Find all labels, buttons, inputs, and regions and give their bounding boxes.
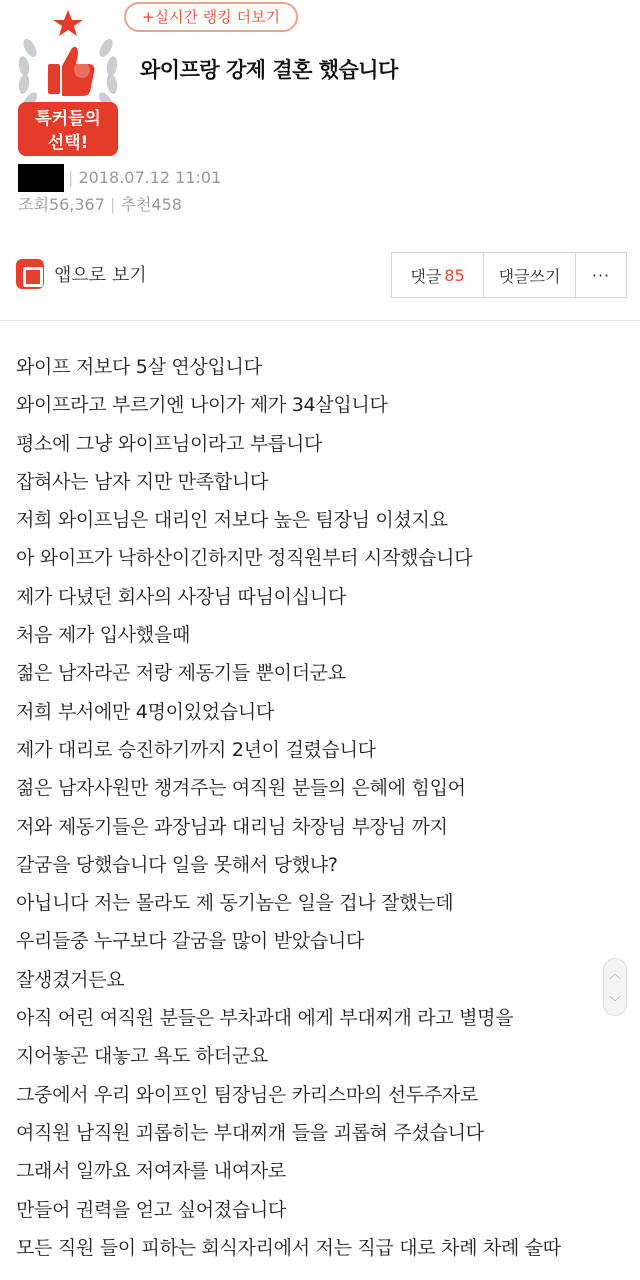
- post-body: [16, 348, 636, 1267]
- body-line: 모든 직원 들이 피하는 회식자리에서 저는 직급 대로 차례 차례 술따: [16, 1236, 561, 1259]
- post-date-meta: [68, 168, 221, 187]
- body-line: 지어놓곤 대놓고 욕도 하더군요: [16, 1045, 268, 1068]
- stats-separator: |: [110, 195, 116, 214]
- body-line: 와이프 저보다 5살 연상입니다: [16, 356, 262, 378]
- body-line: 젊은 남자사원만 챙겨주는 여직원 분들의 은혜에 힘입어: [16, 777, 466, 800]
- more-options-button[interactable]: ···: [591, 265, 611, 285]
- views-count: 56,367: [48, 195, 105, 214]
- body-line: 저희 부서에만 4명이있었습니다: [16, 700, 274, 723]
- body-line: 여직원 남직원 괴롭히는 부대찌개 들을 괴롭혀 주셨습니다: [16, 1121, 484, 1144]
- post-action-buttons: [391, 252, 627, 298]
- body-line: 아 와이프가 낙하산이긴하지만 정직원부터 시작했습니다: [16, 547, 473, 570]
- body-line: 그래서 일까요 저여자를 내여자로: [16, 1160, 286, 1183]
- thumbs-up-icon: [48, 47, 95, 96]
- realtime-ranking-button[interactable]: +실시간 랭킹 더보기: [124, 2, 298, 32]
- author-name-redacted: [18, 164, 64, 192]
- open-in-app-label: 앱으로 보기: [54, 265, 147, 286]
- recommend-count: 458: [151, 195, 182, 214]
- body-line: 갈굼을 당했습니다 일을 못해서 당했냐?: [16, 853, 338, 876]
- chevron-up-icon[interactable]: ︿: [608, 966, 621, 981]
- body-line: 우리들중 누구보다 갈굼을 많이 받았습니다: [16, 930, 364, 953]
- content-divider: [0, 320, 640, 321]
- body-line: 평소에 그냥 와이프님이라고 부릅니다: [16, 432, 323, 455]
- body-line: 저와 제동기들은 과장님과 대리님 차장님 부장님 까지: [16, 815, 448, 838]
- comments-label: 댓글: [410, 266, 442, 286]
- body-line: 아닙니다 저는 몰라도 제 동기놈은 일을 겁나 잘했는데: [16, 892, 454, 915]
- open-in-app-link[interactable]: [16, 258, 147, 290]
- meta-separator: |: [68, 168, 74, 187]
- body-line: 아직 어린 여직원 분들은 부차과대 에게 부대찌개 라고 별명을: [16, 1007, 514, 1030]
- post-header: [0, 0, 640, 320]
- body-line: 처음 제가 입사했을때: [16, 624, 190, 647]
- star-icon: [53, 10, 83, 36]
- body-line: 제가 다녔던 회사의 사장님 따님이십니다: [16, 585, 346, 608]
- comments-count: 85: [444, 265, 465, 285]
- body-line: 제가 대리로 승진하기까지 2년이 걸렸습니다: [16, 738, 376, 761]
- views-label: 조회: [18, 195, 49, 214]
- comments-button[interactable]: [392, 253, 484, 297]
- write-comment-button[interactable]: 댓글쓰기: [484, 253, 576, 297]
- body-line: 저희 와이프님은 대리인 저보다 높은 팀장님 이셨지요: [16, 509, 448, 532]
- recommend-label: 추천: [120, 195, 152, 214]
- chevron-down-icon[interactable]: ﹀: [608, 994, 621, 1009]
- body-line: 젊은 남자라곤 저랑 제동기들 뿐이더군요: [16, 662, 346, 685]
- post-stats: [18, 192, 182, 215]
- svg-text:톡커들의: 톡커들의: [35, 109, 101, 129]
- body-line: 잘생겼거든요: [16, 968, 125, 991]
- body-line: 잡혀사는 남자 지만 만족합니다: [16, 470, 268, 493]
- page-scroll-control[interactable]: [603, 958, 627, 1016]
- body-line: 그중에서 우리 와이프인 팀장님은 카리스마의 선두주자로: [16, 1083, 478, 1106]
- badge-graphic: [14, 8, 122, 158]
- pann-app-icon: [16, 259, 44, 289]
- toker-choice-badge: [14, 8, 122, 158]
- body-line: 와이프라고 부르기엔 나이가 제가 34살입니다: [16, 394, 388, 417]
- post-date: 2018.07.12 11:01: [78, 168, 222, 187]
- svg-text:선택!: 선택!: [47, 133, 89, 153]
- post-title: 와이프랑 강제 결혼 했습니다: [140, 58, 398, 82]
- body-line: 만들어 권력을 얻고 싶어졌습니다: [16, 1198, 286, 1221]
